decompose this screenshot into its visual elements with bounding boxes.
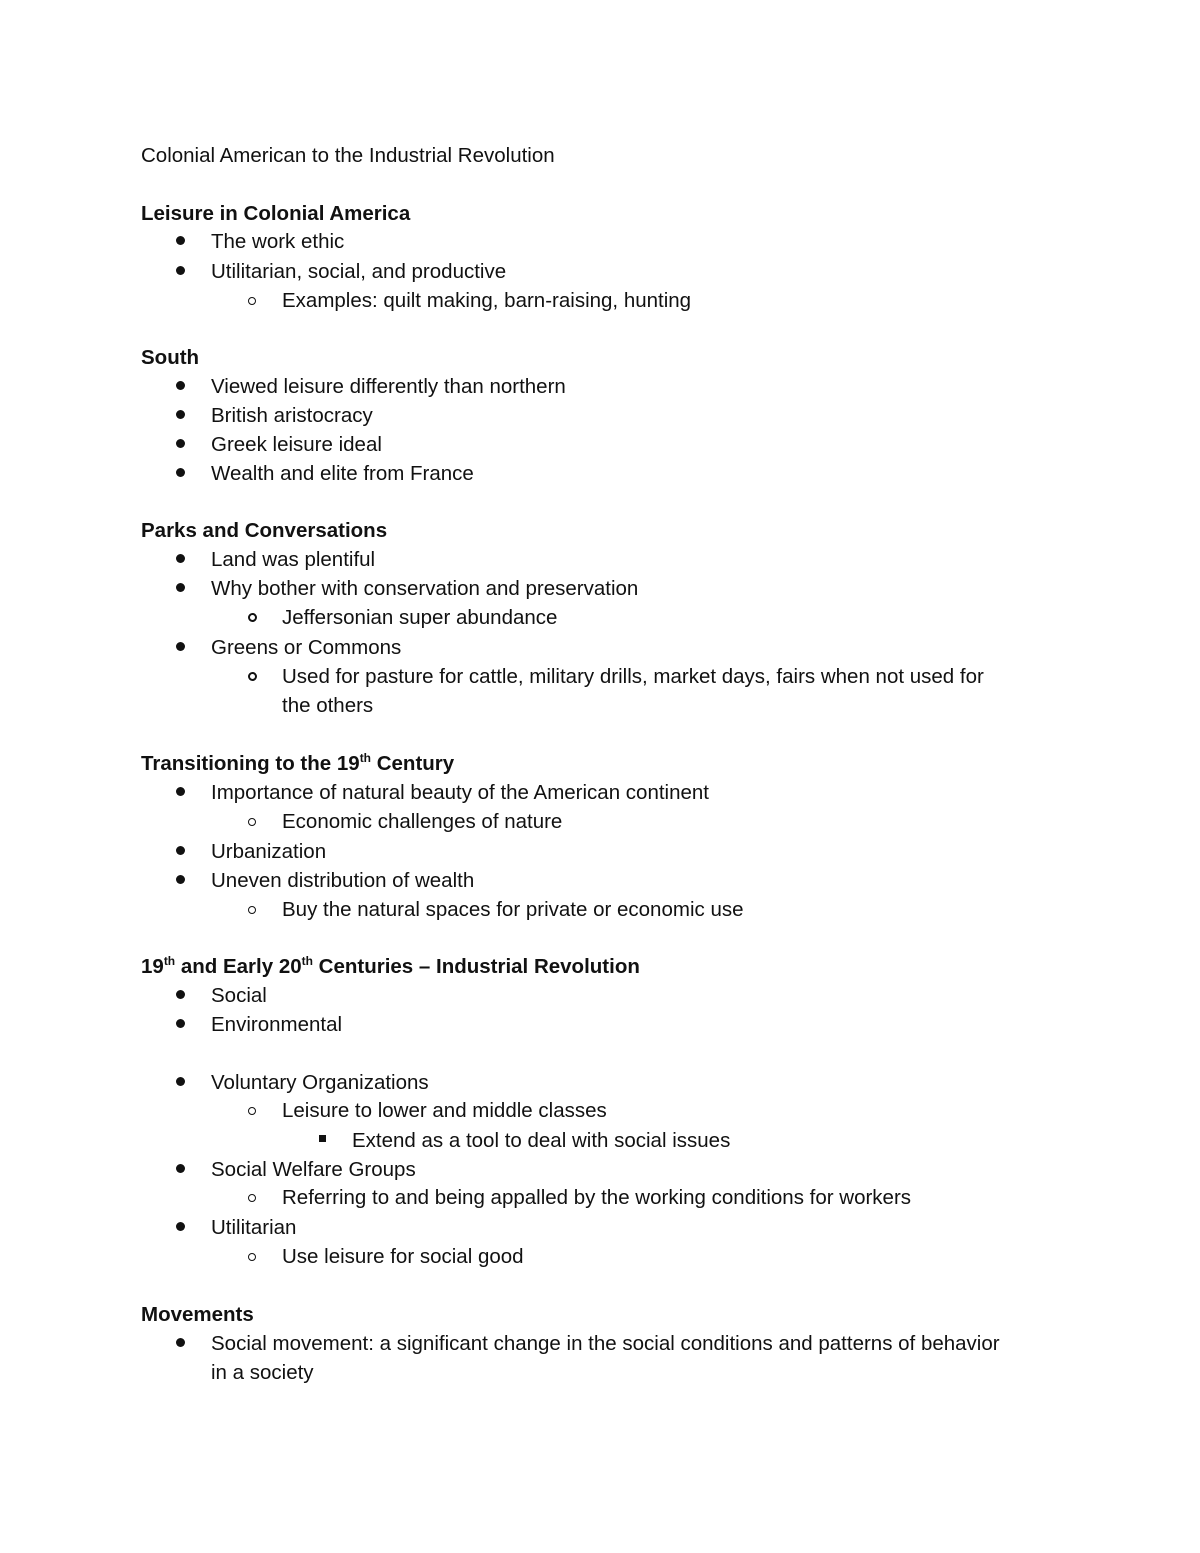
circle-bullet-icon: [248, 1107, 256, 1115]
circle-bullet-icon: [248, 613, 257, 622]
bullet-icon: [176, 439, 185, 448]
list-item: Importance of natural beauty of the American continent: [211, 781, 709, 804]
bullet-icon: [176, 266, 185, 275]
bullet-icon: [176, 468, 185, 477]
section-heading: Leisure in Colonial America: [141, 202, 411, 225]
list-item: Jeffersonian super abundance: [282, 606, 558, 629]
circle-bullet-icon: [248, 1194, 256, 1202]
list-item: Uneven distribution of wealth: [211, 869, 475, 892]
list-item-continuation: the others: [282, 694, 374, 717]
list-item: British aristocracy: [211, 404, 373, 427]
list-item: Utilitarian: [211, 1216, 297, 1239]
section-heading: Transitioning to the 19th Century: [141, 751, 455, 775]
square-bullet-icon: [319, 1135, 326, 1142]
list-item: Urbanization: [211, 840, 327, 863]
section-heading: Parks and Conversations: [141, 519, 388, 542]
list-item: Wealth and elite from France: [211, 462, 474, 485]
bullet-icon: [176, 381, 185, 390]
bullet-icon: [176, 410, 185, 419]
section-heading: 19th and Early 20th Centuries – Industrial Revolution: [141, 954, 640, 978]
list-item: Utilitarian, social, and productive: [211, 260, 507, 283]
bullet-icon: [176, 583, 185, 592]
circle-bullet-icon: [248, 297, 256, 305]
list-item: Voluntary Organizations: [211, 1071, 429, 1094]
circle-bullet-icon: [248, 818, 256, 826]
bullet-icon: [176, 875, 185, 884]
bullet-icon: [176, 846, 185, 855]
list-item: Buy the natural spaces for private or economic use: [282, 898, 744, 921]
list-item: The work ethic: [211, 230, 345, 253]
list-item: Environmental: [211, 1013, 343, 1036]
circle-bullet-icon: [248, 1253, 256, 1261]
bullet-icon: [176, 990, 185, 999]
list-item: Economic challenges of nature: [282, 810, 563, 833]
list-item: Leisure to lower and middle classes: [282, 1099, 607, 1122]
list-item: Examples: quilt making, barn-raising, hunting: [282, 289, 692, 312]
list-item: Social movement: a significant change in the social conditions and patterns of behavior: [211, 1332, 1000, 1355]
list-item: Why bother with conservation and preservation: [211, 577, 639, 600]
list-item: Social: [211, 984, 267, 1007]
bullet-icon: [176, 1164, 185, 1173]
list-item: Use leisure for social good: [282, 1245, 524, 1268]
list-item-continuation: in a society: [211, 1361, 314, 1384]
bullet-icon: [176, 236, 185, 245]
bullet-icon: [176, 1338, 185, 1347]
bullet-icon: [176, 787, 185, 796]
list-item: Land was plentiful: [211, 548, 376, 571]
list-item: Social Welfare Groups: [211, 1158, 416, 1181]
circle-bullet-icon: [248, 672, 257, 681]
bullet-icon: [176, 554, 185, 563]
bullet-icon: [176, 1019, 185, 1028]
circle-bullet-icon: [248, 906, 256, 914]
bullet-icon: [176, 642, 185, 651]
list-item: Referring to and being appalled by the working conditions for workers: [282, 1186, 912, 1209]
section-heading: South: [141, 346, 200, 369]
list-item: Extend as a tool to deal with social issues: [352, 1129, 731, 1152]
section-heading: Movements: [141, 1303, 254, 1326]
bullet-icon: [176, 1222, 185, 1231]
document-title: Colonial American to the Industrial Revolution: [141, 144, 555, 167]
list-item: Greek leisure ideal: [211, 433, 382, 456]
bullet-icon: [176, 1077, 185, 1086]
list-item: Viewed leisure differently than northern: [211, 375, 566, 398]
list-item: Greens or Commons: [211, 636, 402, 659]
list-item: Used for pasture for cattle, military drills, market days, fairs when not used for: [282, 665, 984, 688]
